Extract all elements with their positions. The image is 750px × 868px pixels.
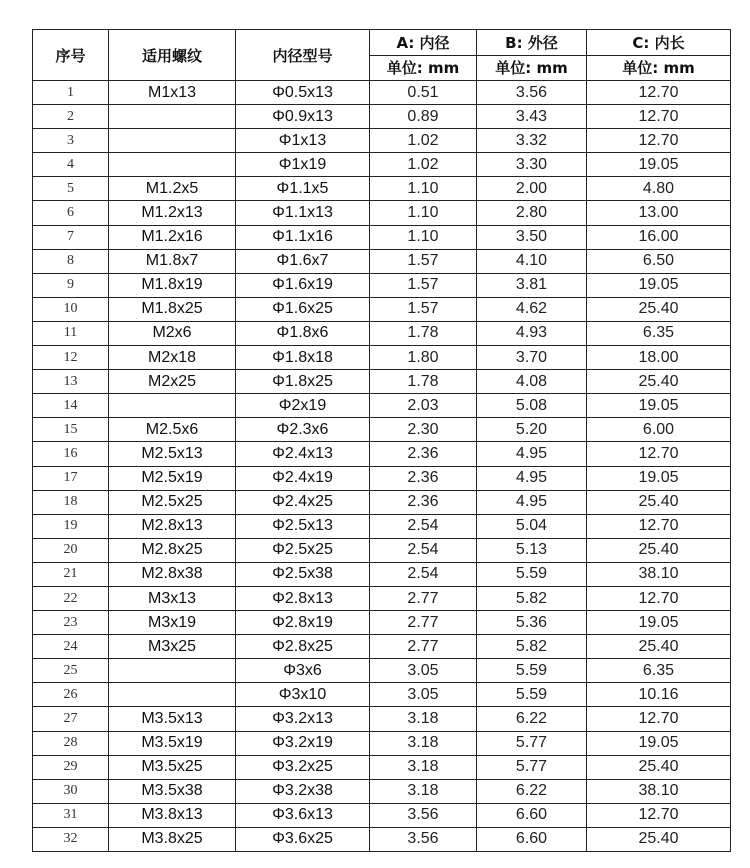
table-row xyxy=(33,731,731,755)
cell-index: 2 xyxy=(33,105,109,129)
cell-inner-length: 10.16 xyxy=(587,683,731,707)
cell-thread: M1.8x7 xyxy=(109,249,236,273)
cell-inner-length: 25.40 xyxy=(587,538,731,562)
cell-outer-diameter: 3.30 xyxy=(477,153,587,177)
cell-thread xyxy=(109,659,236,683)
cell-model: Φ3x10 xyxy=(236,683,370,707)
table-row xyxy=(33,153,731,177)
cell-index: 19 xyxy=(33,514,109,538)
cell-index: 22 xyxy=(33,586,109,610)
cell-outer-diameter: 5.82 xyxy=(477,586,587,610)
cell-inner-diameter: 1.10 xyxy=(370,177,477,201)
cell-inner-diameter: 3.56 xyxy=(370,827,477,851)
table-header xyxy=(33,30,731,81)
cell-inner-diameter: 3.18 xyxy=(370,779,477,803)
table-row xyxy=(33,418,731,442)
cell-model: Φ1x19 xyxy=(236,153,370,177)
cell-inner-diameter: 1.10 xyxy=(370,201,477,225)
cell-inner-diameter: 1.57 xyxy=(370,297,477,321)
cell-model: Φ2.5x38 xyxy=(236,562,370,586)
header-unit-a: 单位: mm xyxy=(370,55,477,81)
cell-inner-length: 12.70 xyxy=(587,803,731,827)
cell-inner-length: 13.00 xyxy=(587,201,731,225)
cell-inner-diameter: 3.18 xyxy=(370,707,477,731)
cell-model: Φ2.8x19 xyxy=(236,611,370,635)
cell-thread: M2x6 xyxy=(109,321,236,345)
cell-index: 32 xyxy=(33,827,109,851)
cell-model: Φ2.3x6 xyxy=(236,418,370,442)
table-row xyxy=(33,827,731,851)
cell-outer-diameter: 3.81 xyxy=(477,273,587,297)
table-row xyxy=(33,370,731,394)
table-row xyxy=(33,273,731,297)
cell-outer-diameter: 6.60 xyxy=(477,827,587,851)
cell-inner-diameter: 2.03 xyxy=(370,394,477,418)
cell-outer-diameter: 5.04 xyxy=(477,514,587,538)
cell-index: 9 xyxy=(33,273,109,297)
cell-index: 20 xyxy=(33,538,109,562)
header-unit-b: 单位: mm xyxy=(477,55,587,81)
cell-inner-diameter: 0.89 xyxy=(370,105,477,129)
cell-inner-length: 25.40 xyxy=(587,827,731,851)
cell-thread: M3.5x38 xyxy=(109,779,236,803)
cell-model: Φ0.5x13 xyxy=(236,81,370,105)
cell-thread: M1x13 xyxy=(109,81,236,105)
cell-outer-diameter: 3.50 xyxy=(477,225,587,249)
cell-model: Φ2.4x19 xyxy=(236,466,370,490)
cell-outer-diameter: 4.10 xyxy=(477,249,587,273)
cell-outer-diameter: 5.59 xyxy=(477,683,587,707)
cell-inner-length: 6.35 xyxy=(587,321,731,345)
cell-model: Φ2.8x25 xyxy=(236,635,370,659)
cell-index: 31 xyxy=(33,803,109,827)
cell-inner-diameter: 2.30 xyxy=(370,418,477,442)
cell-thread: M2x18 xyxy=(109,346,236,370)
cell-thread: M1.2x16 xyxy=(109,225,236,249)
cell-model: Φ3.6x13 xyxy=(236,803,370,827)
cell-index: 23 xyxy=(33,611,109,635)
table-row xyxy=(33,81,731,105)
cell-inner-diameter: 1.02 xyxy=(370,129,477,153)
cell-inner-length: 19.05 xyxy=(587,153,731,177)
header-inner-diameter: A: 内径 xyxy=(370,30,477,56)
cell-inner-diameter: 1.57 xyxy=(370,273,477,297)
cell-outer-diameter: 3.32 xyxy=(477,129,587,153)
table-row xyxy=(33,321,731,345)
cell-model: Φ1.1x13 xyxy=(236,201,370,225)
cell-model: Φ3x6 xyxy=(236,659,370,683)
cell-index: 15 xyxy=(33,418,109,442)
cell-index: 30 xyxy=(33,779,109,803)
cell-inner-length: 25.40 xyxy=(587,635,731,659)
cell-model: Φ2.5x25 xyxy=(236,538,370,562)
table-row xyxy=(33,249,731,273)
cell-outer-diameter: 4.62 xyxy=(477,297,587,321)
cell-inner-length: 25.40 xyxy=(587,370,731,394)
cell-outer-diameter: 2.00 xyxy=(477,177,587,201)
cell-model: Φ3.6x25 xyxy=(236,827,370,851)
cell-thread: M3.5x13 xyxy=(109,707,236,731)
header-unit-c: 单位: mm xyxy=(587,55,731,81)
cell-thread: M3.8x13 xyxy=(109,803,236,827)
table-row xyxy=(33,225,731,249)
cell-outer-diameter: 5.77 xyxy=(477,731,587,755)
cell-inner-diameter: 2.77 xyxy=(370,586,477,610)
cell-thread xyxy=(109,153,236,177)
cell-outer-diameter: 5.59 xyxy=(477,659,587,683)
cell-thread: M3.8x25 xyxy=(109,827,236,851)
cell-index: 5 xyxy=(33,177,109,201)
cell-outer-diameter: 6.60 xyxy=(477,803,587,827)
header-outer-diameter: B: 外径 xyxy=(477,30,587,56)
table-row xyxy=(33,346,731,370)
cell-inner-length: 25.40 xyxy=(587,297,731,321)
cell-outer-diameter: 5.08 xyxy=(477,394,587,418)
header-inner-length: C: 内长 xyxy=(587,30,731,56)
cell-index: 18 xyxy=(33,490,109,514)
cell-inner-diameter: 2.54 xyxy=(370,514,477,538)
cell-outer-diameter: 4.95 xyxy=(477,466,587,490)
cell-thread: M3x25 xyxy=(109,635,236,659)
cell-inner-diameter: 2.54 xyxy=(370,538,477,562)
cell-model: Φ2.5x13 xyxy=(236,514,370,538)
cell-inner-diameter: 3.05 xyxy=(370,683,477,707)
cell-thread: M2.5x19 xyxy=(109,466,236,490)
cell-thread: M2x25 xyxy=(109,370,236,394)
cell-thread: M1.8x19 xyxy=(109,273,236,297)
cell-outer-diameter: 5.77 xyxy=(477,755,587,779)
cell-inner-length: 12.70 xyxy=(587,514,731,538)
cell-model: Φ3.2x25 xyxy=(236,755,370,779)
cell-outer-diameter: 5.59 xyxy=(477,562,587,586)
cell-model: Φ1.8x18 xyxy=(236,346,370,370)
cell-inner-length: 12.70 xyxy=(587,442,731,466)
cell-thread: M1.2x13 xyxy=(109,201,236,225)
cell-thread xyxy=(109,105,236,129)
cell-thread xyxy=(109,683,236,707)
cell-model: Φ1.6x19 xyxy=(236,273,370,297)
table-row xyxy=(33,586,731,610)
table-row xyxy=(33,538,731,562)
cell-outer-diameter: 2.80 xyxy=(477,201,587,225)
cell-model: Φ1.6x7 xyxy=(236,249,370,273)
table-body xyxy=(33,81,731,852)
cell-inner-length: 12.70 xyxy=(587,707,731,731)
cell-index: 27 xyxy=(33,707,109,731)
cell-inner-diameter: 1.02 xyxy=(370,153,477,177)
table-row xyxy=(33,683,731,707)
cell-outer-diameter: 6.22 xyxy=(477,707,587,731)
cell-model: Φ1.1x16 xyxy=(236,225,370,249)
cell-inner-diameter: 1.80 xyxy=(370,346,477,370)
cell-index: 6 xyxy=(33,201,109,225)
header-model: 内径型号 xyxy=(236,30,370,81)
cell-inner-diameter: 2.36 xyxy=(370,466,477,490)
cell-inner-length: 16.00 xyxy=(587,225,731,249)
cell-outer-diameter: 4.95 xyxy=(477,442,587,466)
cell-index: 17 xyxy=(33,466,109,490)
cell-inner-length: 38.10 xyxy=(587,562,731,586)
cell-thread: M1.2x5 xyxy=(109,177,236,201)
cell-inner-length: 19.05 xyxy=(587,611,731,635)
cell-thread: M2.8x25 xyxy=(109,538,236,562)
cell-inner-diameter: 2.36 xyxy=(370,490,477,514)
header-index: 序号 xyxy=(33,30,109,81)
cell-inner-diameter: 2.54 xyxy=(370,562,477,586)
cell-inner-diameter: 1.78 xyxy=(370,370,477,394)
cell-index: 3 xyxy=(33,129,109,153)
cell-inner-length: 6.00 xyxy=(587,418,731,442)
cell-index: 13 xyxy=(33,370,109,394)
cell-thread: M2.5x13 xyxy=(109,442,236,466)
header-thread: 适用螺纹 xyxy=(109,30,236,81)
cell-model: Φ1.1x5 xyxy=(236,177,370,201)
table-row xyxy=(33,442,731,466)
cell-outer-diameter: 5.13 xyxy=(477,538,587,562)
table-row xyxy=(33,466,731,490)
cell-inner-length: 19.05 xyxy=(587,273,731,297)
table-row xyxy=(33,635,731,659)
cell-thread: M3.5x25 xyxy=(109,755,236,779)
cell-outer-diameter: 4.08 xyxy=(477,370,587,394)
cell-thread: M1.8x25 xyxy=(109,297,236,321)
cell-inner-length: 25.40 xyxy=(587,490,731,514)
table-row xyxy=(33,490,731,514)
cell-inner-diameter: 3.56 xyxy=(370,803,477,827)
cell-inner-length: 19.05 xyxy=(587,731,731,755)
cell-index: 7 xyxy=(33,225,109,249)
cell-inner-diameter: 3.18 xyxy=(370,755,477,779)
cell-inner-diameter: 1.57 xyxy=(370,249,477,273)
cell-model: Φ3.2x19 xyxy=(236,731,370,755)
table-row xyxy=(33,707,731,731)
cell-thread: M3x13 xyxy=(109,586,236,610)
cell-index: 12 xyxy=(33,346,109,370)
cell-model: Φ3.2x38 xyxy=(236,779,370,803)
cell-thread: M2.8x38 xyxy=(109,562,236,586)
table-row xyxy=(33,177,731,201)
cell-model: Φ1.8x6 xyxy=(236,321,370,345)
spec-table xyxy=(32,29,731,852)
cell-inner-length: 12.70 xyxy=(587,81,731,105)
table-row xyxy=(33,129,731,153)
cell-model: Φ2.8x13 xyxy=(236,586,370,610)
cell-index: 26 xyxy=(33,683,109,707)
cell-inner-length: 12.70 xyxy=(587,105,731,129)
cell-index: 28 xyxy=(33,731,109,755)
cell-outer-diameter: 5.20 xyxy=(477,418,587,442)
cell-thread xyxy=(109,394,236,418)
cell-model: Φ2.4x13 xyxy=(236,442,370,466)
cell-inner-diameter: 2.77 xyxy=(370,611,477,635)
table-row xyxy=(33,394,731,418)
cell-inner-length: 38.10 xyxy=(587,779,731,803)
cell-model: Φ2x19 xyxy=(236,394,370,418)
cell-inner-length: 6.50 xyxy=(587,249,731,273)
cell-inner-diameter: 1.78 xyxy=(370,321,477,345)
cell-thread: M2.8x13 xyxy=(109,514,236,538)
cell-thread: M3.5x19 xyxy=(109,731,236,755)
cell-model: Φ0.9x13 xyxy=(236,105,370,129)
cell-model: Φ1.6x25 xyxy=(236,297,370,321)
table-row xyxy=(33,514,731,538)
cell-outer-diameter: 5.36 xyxy=(477,611,587,635)
cell-inner-length: 4.80 xyxy=(587,177,731,201)
cell-index: 29 xyxy=(33,755,109,779)
cell-inner-length: 12.70 xyxy=(587,586,731,610)
cell-outer-diameter: 4.95 xyxy=(477,490,587,514)
table-row xyxy=(33,779,731,803)
cell-index: 21 xyxy=(33,562,109,586)
table-row xyxy=(33,611,731,635)
cell-index: 4 xyxy=(33,153,109,177)
cell-index: 8 xyxy=(33,249,109,273)
cell-model: Φ3.2x13 xyxy=(236,707,370,731)
cell-inner-diameter: 2.77 xyxy=(370,635,477,659)
cell-inner-length: 25.40 xyxy=(587,755,731,779)
table-row xyxy=(33,201,731,225)
cell-inner-length: 19.05 xyxy=(587,394,731,418)
cell-inner-length: 19.05 xyxy=(587,466,731,490)
table-row xyxy=(33,659,731,683)
cell-outer-diameter: 3.70 xyxy=(477,346,587,370)
cell-inner-diameter: 3.05 xyxy=(370,659,477,683)
cell-outer-diameter: 5.82 xyxy=(477,635,587,659)
table-row xyxy=(33,755,731,779)
cell-index: 16 xyxy=(33,442,109,466)
cell-model: Φ2.4x25 xyxy=(236,490,370,514)
cell-inner-length: 18.00 xyxy=(587,346,731,370)
cell-index: 14 xyxy=(33,394,109,418)
cell-index: 10 xyxy=(33,297,109,321)
cell-thread: M2.5x25 xyxy=(109,490,236,514)
cell-model: Φ1x13 xyxy=(236,129,370,153)
table-row xyxy=(33,105,731,129)
cell-inner-length: 12.70 xyxy=(587,129,731,153)
cell-thread xyxy=(109,129,236,153)
cell-outer-diameter: 6.22 xyxy=(477,779,587,803)
cell-index: 24 xyxy=(33,635,109,659)
cell-inner-length: 6.35 xyxy=(587,659,731,683)
cell-index: 1 xyxy=(33,81,109,105)
cell-outer-diameter: 3.56 xyxy=(477,81,587,105)
cell-model: Φ1.8x25 xyxy=(236,370,370,394)
cell-outer-diameter: 3.43 xyxy=(477,105,587,129)
cell-inner-diameter: 2.36 xyxy=(370,442,477,466)
cell-inner-diameter: 3.18 xyxy=(370,731,477,755)
cell-index: 11 xyxy=(33,321,109,345)
cell-thread: M3x19 xyxy=(109,611,236,635)
table-row xyxy=(33,297,731,321)
table-row xyxy=(33,803,731,827)
table-row xyxy=(33,562,731,586)
cell-inner-diameter: 0.51 xyxy=(370,81,477,105)
cell-inner-diameter: 1.10 xyxy=(370,225,477,249)
cell-index: 25 xyxy=(33,659,109,683)
cell-thread: M2.5x6 xyxy=(109,418,236,442)
cell-outer-diameter: 4.93 xyxy=(477,321,587,345)
